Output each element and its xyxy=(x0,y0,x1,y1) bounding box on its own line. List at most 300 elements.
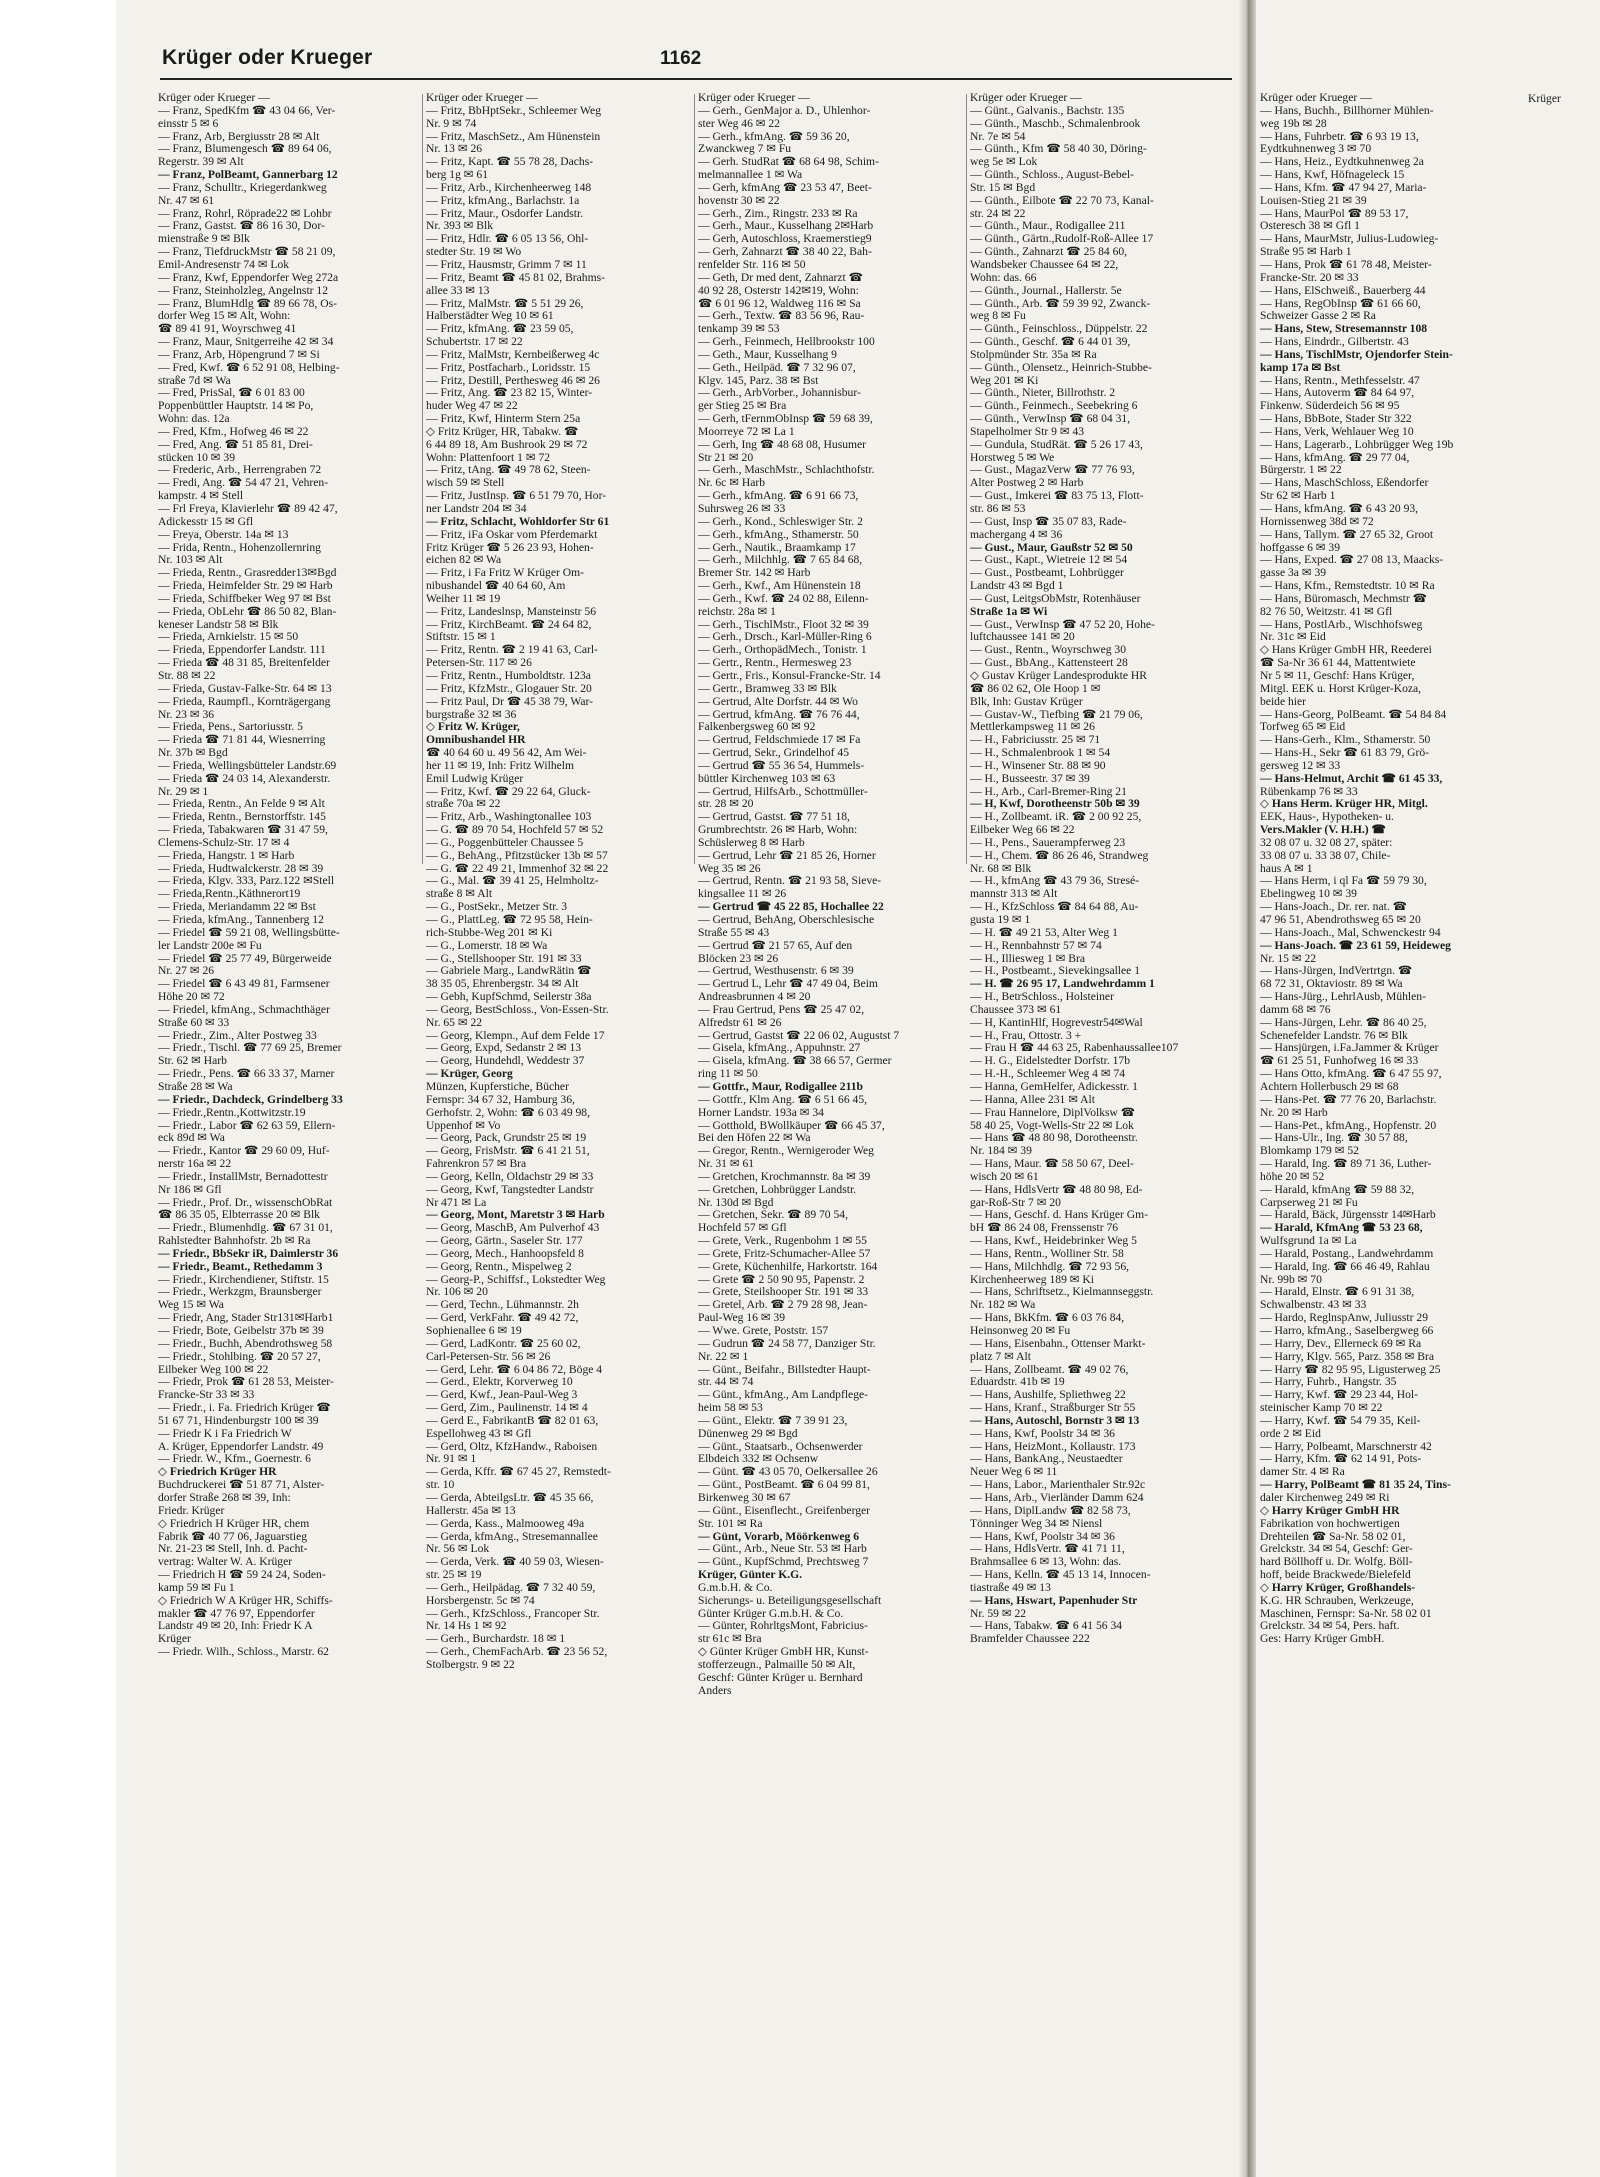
directory-entry: — Gerda, Kass., Malmooweg 49a xyxy=(426,1517,585,1530)
directory-entry: — Georg, MaschB, Am Pulverhof 43 xyxy=(426,1222,600,1235)
page-header xyxy=(160,44,1232,80)
directory-entry: — Frau Gertrud, Pens ☎ 25 47 02, xyxy=(698,1003,865,1016)
directory-entry: — Günth., Olensetz., Heinrich-Stubbe- xyxy=(970,361,1152,374)
directory-entry: keneser Landstr 58 ✉ Blk xyxy=(158,618,279,631)
directory-entry: — Hans, Eindrdr., Gilbertstr. 43 xyxy=(1260,336,1409,349)
directory-entry: kampstr. 4 ✉ Stell xyxy=(158,490,244,503)
column-divider xyxy=(966,94,967,864)
directory-entry: — Gertrud, Gastst ☎ 22 06 02, Augustst 7 xyxy=(698,1029,900,1042)
directory-entry: — Günt., Galvanis., Bachstr. 135 xyxy=(970,104,1125,117)
directory-entry: — H., Arb., Carl-Bremer-Ring 21 xyxy=(970,785,1127,798)
directory-column-4 xyxy=(970,92,1232,1646)
directory-entry: — Friedr., Tischl. ☎ 77 69 25, Bremer xyxy=(158,1042,342,1055)
directory-entry: Nr 5 ✉ 11, Geschf: Hans Krüger, xyxy=(1260,669,1415,682)
directory-entry: — Franz, Arb, Bergiusstr 28 ✉ Alt xyxy=(158,130,320,143)
directory-entry: — Hans, Buchh., Billhorner Mühlen- xyxy=(1260,104,1434,117)
directory-entry: — Hans Otto, kfmAng. ☎ 6 47 55 97, xyxy=(1260,1068,1442,1081)
directory-entry: 68 72 31, Oktaviostr. 89 ✉ Wa xyxy=(1260,978,1403,991)
directory-entry: ner Landstr 204 ✉ 34 xyxy=(426,503,527,515)
directory-entry: — Franz, Kwf, Eppendorfer Weg 272a xyxy=(158,271,339,284)
directory-entry: — Gerda, Kffr. ☎ 67 45 27, Remstedt- xyxy=(426,1466,611,1479)
directory-entry: vertrag: Walter W. A. Krüger xyxy=(158,1556,293,1569)
directory-entry: hovenstr 30 ✉ 22 xyxy=(698,194,780,207)
directory-entry: — Fritz, Arb., Washingtonallee 103 xyxy=(426,811,592,824)
directory-entry: Wohn: das. 66 xyxy=(970,271,1037,284)
directory-entry: — Günth., Nieter, Billrothstr. 2 xyxy=(970,387,1116,400)
directory-entry: — Hans, BkKfm. ☎ 6 03 76 84, xyxy=(970,1312,1125,1325)
directory-entry: ◇ Harry Krüger GmbH HR xyxy=(1260,1504,1400,1517)
directory-entry: — Hans, Eisenbahn., Ottenser Markt- xyxy=(970,1337,1146,1350)
directory-entry: — Hans-Georg, PolBeamt. ☎ 54 84 84 xyxy=(1260,708,1447,721)
directory-entry: — Hans, Labor., Marienthaler Str.92c xyxy=(970,1479,1146,1492)
directory-entry: Geschf: Günter Krüger u. Bernhard xyxy=(698,1671,863,1684)
directory-entry: kamp 59 ✉ Fu 1 xyxy=(158,1581,235,1594)
directory-entry: — Hans, Autoschl, Bornstr 3 ✉ 13 xyxy=(970,1414,1140,1427)
directory-entry: — Fritz, MaschSetz., Am Hünenstein xyxy=(426,130,601,143)
directory-entry: — Gottfr., Klm Ang. ☎ 6 51 66 45, xyxy=(698,1093,868,1106)
directory-entry: — Hans-Joach. ☎ 23 61 59, Heideweg xyxy=(1260,939,1451,952)
directory-entry: Carpserweg 21 ✉ Fu xyxy=(1260,1196,1358,1209)
page-number: 1162 xyxy=(660,48,702,69)
directory-entry: — Georg-P., Schiffsf., Lokstedter Weg xyxy=(426,1273,606,1286)
directory-entry: — Gust., VerwInsp ☎ 47 52 20, Hohe- xyxy=(970,618,1155,631)
directory-entry: — Friedr.,Rentn.,Kottwitzstr.19 xyxy=(158,1106,306,1119)
directory-entry: — Franz, Steinholzleg, Angelnstr 12 xyxy=(158,284,329,297)
directory-entry: — Hans, BbBote, Stader Str 322 xyxy=(1260,413,1412,426)
directory-entry: — Hans-Helmut, Archit ☎ 61 45 33, xyxy=(1260,772,1443,785)
directory-entry: — Frieda, Klgv. 333, Parz.122 ✉Stell xyxy=(158,875,335,888)
directory-entry: Nr. 27 ✉ 26 xyxy=(158,965,215,978)
directory-entry: ◇ Hans Krüger GmbH HR, Reederei xyxy=(1260,644,1432,657)
directory-entry: dorfer Weg 15 ✉ Alt, Wohn: xyxy=(158,310,291,323)
directory-entry: — G., PlattLeg. ☎ 72 95 58, Hein- xyxy=(426,914,593,926)
directory-entry: — Günt., Staatsarb., Ochsenwerder xyxy=(698,1440,863,1453)
directory-entry: — Harry, Kfm. ☎ 62 14 91, Pots- xyxy=(1260,1453,1422,1466)
directory-entry: — Hans-H., Sekr ☎ 61 83 79, Grö- xyxy=(1260,747,1430,760)
directory-entry: — Georg, Mech., Hanhoopsfeld 8 xyxy=(426,1247,584,1260)
directory-entry: — Hans, Prok ☎ 61 78 48, Meister- xyxy=(1260,258,1432,271)
directory-entry: — Hans-Pet. ☎ 77 76 20, Barlachstr. xyxy=(1260,1093,1437,1106)
directory-entry: bH ☎ 86 24 08, Frenssenstr 76 xyxy=(970,1222,1119,1235)
directory-entry: — Gretchen, Lohbrügger Landstr. xyxy=(698,1183,857,1196)
directory-entry: — Harro, kfmAng., Saselbergweg 66 xyxy=(1260,1325,1434,1337)
directory-entry: — Hans, Büromasch, Mechmstr ☎ xyxy=(1260,592,1428,605)
directory-entry: — Gust., MagazVerw ☎ 77 76 93, xyxy=(970,464,1135,477)
directory-entry: Alter Postweg 2 ✉ Harb xyxy=(970,477,1084,490)
directory-entry: — Fritz, BbHptSekr., Schleemer Weg xyxy=(426,104,601,117)
directory-entry: — Harald, Elnstr. ☎ 6 91 31 38, xyxy=(1260,1286,1415,1299)
directory-entry: damer Str. 4 ✉ Ra xyxy=(1260,1466,1345,1479)
directory-entry: — Grete, Küchenhilfe, Harkortstr. 164 xyxy=(698,1260,878,1273)
directory-entry: — Gerh., GenMajor a. D., Uhlenhor- xyxy=(698,104,871,117)
directory-entry: — Gerh., TischlMstr., Floot 32 ✉ 39 xyxy=(698,618,869,631)
directory-entry: Wohn: das. 12a xyxy=(158,413,230,426)
directory-entry: Nr. 21-23 ✉ Stell, Inh. d. Pacht- xyxy=(158,1543,308,1556)
directory-entry: Regerstr. 39 ✉ Alt xyxy=(158,156,244,169)
directory-entry: — Gertrud, BehAng, Oberschlesische xyxy=(698,914,875,926)
directory-entry: — Gotthold, BWollkäuper ☎ 66 45 37, xyxy=(698,1119,885,1132)
directory-entry: — H., Pens., Sauerampferweg 23 xyxy=(970,836,1126,849)
directory-entry: — Günth., Zahnarzt ☎ 25 84 60, xyxy=(970,246,1128,259)
directory-entry: — Gerh., Kwf., Am Hünenstein 18 xyxy=(698,580,861,593)
directory-entry: — Friedel ☎ 59 21 08, Wellingsbütte- xyxy=(158,926,340,939)
directory-entry: — Hans, TischlMstr, Ojendorfer Stein- xyxy=(1260,348,1453,361)
directory-entry: mienstraße 9 ✉ Blk xyxy=(158,233,250,246)
directory-entry: Mitgl. EEK u. Horst Krüger-Koza, xyxy=(1260,682,1422,695)
directory-entry: — Gertrud ☎ 55 36 54, Hummels- xyxy=(698,759,865,772)
directory-entry: — Günth., Maur., Rodigallee 211 xyxy=(970,220,1126,233)
directory-entry: Krüger, Günter K.G. xyxy=(698,1569,803,1582)
directory-entry: Friedr. Krüger xyxy=(158,1504,225,1517)
directory-entry: Fernspr: 34 67 32, Hamburg 36, xyxy=(426,1093,575,1106)
directory-entry: Heinsonweg 20 ✉ Fu xyxy=(970,1325,1071,1337)
directory-entry: Str. 62 ✉ Harb xyxy=(158,1055,227,1068)
directory-entry: — Fritz, Hdlr. ☎ 6 05 13 56, Ohl- xyxy=(426,233,589,246)
directory-entry: — Gerd, Zim., Paulinenstr. 14 ✉ 4 xyxy=(426,1402,588,1415)
directory-entry: Münzen, Kupferstiche, Bücher xyxy=(426,1080,569,1093)
directory-entry: Bürgerstr. 1 ✉ 22 xyxy=(1260,464,1342,477)
directory-entry: Klgv. 145, Parz. 38 ✉ Bst xyxy=(698,374,819,387)
directory-entry: — Hans, Kranf., Straßburger Str 55 xyxy=(970,1402,1136,1415)
directory-entry: — Gisela, kfmAng. ☎ 38 66 57, Germer xyxy=(698,1055,892,1068)
directory-entry: weg 8 ✉ Fu xyxy=(970,310,1026,323)
directory-entry: — Friedr., Pens. ☎ 66 33 37, Marner xyxy=(158,1068,335,1081)
directory-entry: Nr. 22 ✉ 1 xyxy=(698,1350,749,1363)
directory-entry: — Fred, Kwf. ☎ 6 52 91 08, Helbing- xyxy=(158,361,340,374)
directory-entry: — Friedrich H ☎ 59 24 24, Soden- xyxy=(158,1569,326,1582)
directory-entry: melmannallee 1 ✉ Wa xyxy=(698,169,803,182)
directory-entry: allee 33 ✉ 13 xyxy=(426,284,490,297)
directory-entry: Schenefelder Landstr. 76 ✉ Blk xyxy=(1260,1029,1408,1042)
directory-entry: ☎ 86 02 62, Ole Hoop 1 ✉ xyxy=(970,682,1101,695)
directory-entry: — Günt., kfmAng., Am Landpflege- xyxy=(698,1389,869,1402)
directory-entry: — Hans, Schriftsetz., Kielmannseggstr. xyxy=(970,1286,1154,1299)
directory-entry: Francke-Str 33 ✉ 33 xyxy=(158,1389,255,1402)
directory-entry: Wohn: Plattenfoort 1 ✉ 72 xyxy=(426,451,551,464)
directory-entry: Nr. 56 ✉ Lok xyxy=(426,1543,490,1556)
directory-entry: Straße 95 ✉ Harb 1 xyxy=(1260,246,1352,259)
directory-entry: Uppenhof ✉ Vo xyxy=(426,1119,501,1132)
directory-entry: — Hans, PostlArb., Wischhofsweg xyxy=(1260,618,1423,631)
directory-entry: — Georg, Klempn., Auf dem Felde 17 xyxy=(426,1029,605,1042)
directory-entry: — Friedr., BbSekr iR, Daimlerstr 36 xyxy=(158,1247,339,1260)
directory-entry: — Fritz, Schlacht, Wohldorfer Str 61 xyxy=(426,515,610,528)
directory-entry: Str. 15 ✉ Bgd xyxy=(970,181,1036,194)
directory-entry: haus A ✉ 1 xyxy=(1260,862,1313,875)
directory-entry: Schubertstr. 17 ✉ 22 xyxy=(426,336,523,349)
directory-entry: Louisen-Stieg 21 ✉ 39 xyxy=(1260,194,1367,207)
directory-entry: wisch 59 ✉ Stell xyxy=(426,477,505,490)
directory-entry: — Hans, Lagerarb., Lohbrügger Weg 19b xyxy=(1260,438,1454,451)
directory-entry: Drehteilen ☎ Sa-Nr. 58 02 01, xyxy=(1260,1530,1406,1543)
directory-entry: — Gertr., Fris., Konsul-Francke-Str. 14 xyxy=(698,669,881,682)
directory-entry: — H.-H., Schleemer Weg 4 ✉ 74 xyxy=(970,1068,1126,1081)
directory-entry: — Harald, Postang., Landwehrdamm xyxy=(1260,1247,1434,1260)
directory-entry: hard Böllhoff u. Dr. Wolfg. Böll- xyxy=(1260,1556,1413,1569)
directory-entry: Schwalbenstr. 43 ✉ 33 xyxy=(1260,1299,1367,1312)
directory-entry: tenkamp 39 ✉ 53 xyxy=(698,323,780,336)
directory-entry: — Gust., Rentn., Woyrschweg 30 xyxy=(970,644,1126,657)
directory-entry: Falkenbergsweg 60 ✉ 92 xyxy=(698,721,816,734)
directory-entry: — Hans ☎ 48 80 98, Dorotheenstr. xyxy=(970,1132,1138,1145)
directory-entry: — Fred, Kfm., Hofweg 46 ✉ 22 xyxy=(158,425,309,438)
directory-entry: — Hans, DiplLandw ☎ 82 58 73, xyxy=(970,1504,1131,1517)
directory-entry: — Fritz, Hausmstr, Grimm 7 ✉ 11 xyxy=(426,258,587,271)
directory-entry: Straße 28 ✉ Wa xyxy=(158,1080,233,1093)
directory-entry: str. 10 xyxy=(426,1479,455,1492)
directory-entry: Blöcken 23 ✉ 26 xyxy=(698,952,779,965)
directory-entry: — H., Postbeamt., Sievekingsallee 1 xyxy=(970,965,1141,978)
directory-entry: — Hanna, Allee 231 ✉ Alt xyxy=(970,1093,1095,1106)
running-head: Krüger oder Krueger xyxy=(162,46,373,69)
directory-entry: — Günt., Elektr. ☎ 7 39 91 23, xyxy=(698,1414,848,1427)
directory-entry: Petersen-Str. 117 ✉ 26 xyxy=(426,657,532,670)
directory-entry: ☎ Sa-Nr 36 61 44, Mattentwiete xyxy=(1260,657,1416,670)
directory-entry: — Gerda, kfmAng., Stresemannallee xyxy=(426,1530,598,1543)
directory-entry: Grumbrechtstr. 26 ✉ Harb, Wohn: xyxy=(698,824,858,837)
directory-entry: — Fritz, Destill, Perthesweg 46 ✉ 26 xyxy=(426,374,600,387)
directory-entry: — Frieda, Schiffbeker Weg 97 ✉ Bst xyxy=(158,592,331,605)
directory-entry: — Gertrud, HilfsArb., Schottmüller- xyxy=(698,785,868,798)
directory-entry: — Gundula, StudRät. ☎ 5 26 17 43, xyxy=(970,438,1143,451)
directory-entry: Horsbergenstr. 5c ✉ 74 xyxy=(426,1594,535,1607)
directory-entry: — Frieda, kfmAng., Tannenberg 12 xyxy=(158,914,324,926)
directory-entry: — Hans-Joach., Dr. rer. nat. ☎ xyxy=(1260,901,1408,914)
directory-entry: — Hans, HdlsVertr ☎ 48 80 98, Ed- xyxy=(970,1183,1143,1196)
directory-entry: — Fritz, Kwf, Hinterm Stern 25a xyxy=(426,413,581,426)
directory-entry: — Gabriele Marg., LandwRätin ☎ xyxy=(426,965,592,978)
directory-entry: Andreasbrunnen 4 ✉ 20 xyxy=(698,991,811,1004)
directory-entry: — Friedr., Blumenhdlg. ☎ 67 31 01, xyxy=(158,1222,333,1235)
directory-entry: Emil Ludwig Krüger xyxy=(426,772,524,785)
directory-entry: — Hans, Kwf, Höfnageleck 15 xyxy=(1260,169,1405,182)
directory-entry: — Hans Herm, i ql Fa ☎ 59 79 30, xyxy=(1260,875,1427,888)
directory-entry: Nr. 59 ✉ 22 xyxy=(970,1607,1027,1620)
directory-entry: — Gerda, Verk. ☎ 40 59 03, Wiesen- xyxy=(426,1556,604,1569)
directory-entry: nerstr 16a ✉ 22 xyxy=(158,1158,232,1171)
directory-entry: — Hans, Heiz., Eydtkuhnenweg 2a xyxy=(1260,156,1424,169)
directory-entry: — H., kfmAng ☎ 43 79 36, Stresé- xyxy=(970,875,1140,888)
directory-entry: 33 08 07 u. 33 38 07, Chile- xyxy=(1260,849,1391,862)
directory-entry: — Hans-Jürgen, Lehr. ☎ 86 40 25, xyxy=(1260,1016,1427,1029)
column-heading: Krüger oder Krueger — xyxy=(698,92,810,104)
directory-entry: — Fritz, Postfacharb., Loridsstr. 15 xyxy=(426,361,591,374)
directory-entry: 6 44 89 18, Am Bushrook 29 ✉ 72 xyxy=(426,438,588,451)
directory-entry: — H., Illiesweg 1 ✉ Bra xyxy=(970,952,1086,965)
directory-entry: — Hans, Kwf, Poolstr 34 ✉ 36 xyxy=(970,1427,1115,1440)
directory-entry: — Harald, kfmAng ☎ 59 88 32, xyxy=(1260,1183,1415,1196)
directory-entry: — Hans, Kfm. ☎ 47 94 27, Maria- xyxy=(1260,181,1427,194)
directory-entry: stücken 10 ✉ 39 xyxy=(158,451,236,464)
directory-entry: — G., PostSekr., Metzer Str. 3 xyxy=(426,901,568,914)
directory-entry: — G., BehAng., Pfitzstücker 13b ✉ 57 xyxy=(426,849,608,862)
directory-entry: — Hans, Zollbeamt. ☎ 49 02 76, xyxy=(970,1363,1129,1376)
directory-entry: — Hans, Hswart, Papenhuder Str xyxy=(970,1594,1138,1607)
directory-entry: — Franz, BlumHdlg ☎ 89 66 78, Os- xyxy=(158,297,338,310)
directory-entry: Nr. 99b ✉ 70 xyxy=(1260,1273,1322,1286)
directory-entry: — H., Zollbeamt. iR. ☎ 2 00 92 25, xyxy=(970,811,1142,824)
directory-entry: — G., Stellshooper Str. 191 ✉ 33 xyxy=(426,952,582,965)
directory-entry: — Hans-Joach., Mal, Schwenckestr 94 xyxy=(1260,926,1441,939)
directory-entry: Stapelholmer Str 9 ✉ 43 xyxy=(970,425,1085,438)
directory-entry: Nr. 47 ✉ 61 xyxy=(158,194,215,207)
directory-entry: — Hans, Aushilfe, Spliethweg 22 xyxy=(970,1389,1126,1402)
directory-entry: — Grete ☎ 2 50 90 95, Papenstr. 2 xyxy=(698,1273,865,1286)
directory-entry: — Hans, kfmAng. ☎ 6 43 20 93, xyxy=(1260,503,1419,515)
directory-entry: — Franz, SpedKfm ☎ 43 04 66, Ver- xyxy=(158,104,336,117)
directory-entry: Landstr 43 ✉ Bgd 1 xyxy=(970,580,1064,593)
directory-entry: dorfer Straße 268 ✉ 39, Inh: xyxy=(158,1491,291,1504)
directory-entry: Nr. 130d ✉ Bgd xyxy=(698,1196,774,1209)
directory-entry: renfelder Str. 116 ✉ 50 xyxy=(698,258,806,271)
directory-entry: — Fritz, Rentn. ☎ 2 19 41 63, Carl- xyxy=(426,644,598,657)
directory-entry: — Grete, Verk., Rugenbohm 1 ✉ 55 xyxy=(698,1235,867,1248)
directory-entry: — Gertr., Rentn., Hermesweg 23 xyxy=(698,657,852,670)
directory-entry: Brahmsallee 6 ✉ 13, Wohn: das. xyxy=(970,1556,1122,1569)
directory-entry: EEK, Haus-, Hypotheken- u. xyxy=(1260,811,1394,824)
directory-entry: — Frau H ☎ 44 63 25, Rabenhaussallee107 xyxy=(970,1042,1179,1055)
directory-entry: — G., Mal. ☎ 39 41 25, Helmholtz- xyxy=(426,875,599,888)
directory-entry: — Gerh, Ing ☎ 48 68 08, Husumer xyxy=(698,438,867,451)
directory-entry: — Gerh., kfmAng., Sthamerstr. 50 xyxy=(698,528,859,541)
directory-entry: — Günth., Maschb., Schmalenbrook xyxy=(970,117,1141,130)
directory-entry: — Günter, RohrltgsMont, Fabricius- xyxy=(698,1620,868,1633)
directory-entry: Günter Krüger G.m.b.H. & Co. xyxy=(698,1607,844,1620)
directory-entry: Weg 201 ✉ Ki xyxy=(970,374,1039,387)
directory-entry: — Frieda, Rentn., An Felde 9 ✉ Alt xyxy=(158,798,325,811)
directory-entry: ☎ 61 25 51, Funhofweg 16 ✉ 33 xyxy=(1260,1055,1419,1068)
column-divider xyxy=(694,94,695,864)
directory-entry: Nr. 31 ✉ 61 xyxy=(698,1158,755,1171)
directory-entry: — Gerh., ChemFachArb. ☎ 23 56 52, xyxy=(426,1646,608,1659)
directory-entry: — Hans, Autoverm ☎ 84 64 97, xyxy=(1260,387,1415,400)
directory-entry: — Hans-Pet., kfmAng., Hopfenstr. 20 xyxy=(1260,1119,1437,1132)
directory-entry: — Gerh., OrthopädMech., Tonistr. 1 xyxy=(698,644,867,657)
directory-entry: eichen 82 ✉ Wa xyxy=(426,554,502,567)
directory-entry: Fabrikation von hochwertigen xyxy=(1260,1517,1400,1530)
directory-entry: — Hans, Kwf., Heidebrinker Weg 5 xyxy=(970,1235,1137,1248)
directory-entry: — Gust., Imkerei ☎ 83 75 13, Flott- xyxy=(970,490,1144,503)
directory-entry: Mettlerkampsweg 11 ✉ 26 xyxy=(970,721,1095,734)
directory-entry: — Friedel, kfmAng., Schmachthäger xyxy=(158,1003,330,1016)
directory-entry: — Gerh, Zahnarzt ☎ 38 40 22, Bah- xyxy=(698,246,872,259)
directory-entry: Nr. 393 ✉ Blk xyxy=(426,220,494,233)
directory-entry: — Gertrud ☎ 45 22 85, Hochallee 22 xyxy=(698,901,884,914)
directory-entry: — Grete, Fritz-Schumacher-Allee 57 xyxy=(698,1247,871,1260)
directory-entry: — Fritz, Landeslnsp, Mansteinstr 56 xyxy=(426,605,597,618)
directory-entry: Elbdeich 332 ✉ Ochsenw xyxy=(698,1453,819,1466)
directory-entry: — Friedel ☎ 25 77 49, Bürgerweide xyxy=(158,952,332,965)
directory-entry: — Gertrud, Rentn. ☎ 21 93 58, Sieve- xyxy=(698,875,882,888)
directory-entry: wisch 20 ✉ 61 xyxy=(970,1170,1039,1183)
directory-entry: — Georg, Rentn., Mispelweg 2 xyxy=(426,1260,572,1273)
directory-entry: — Georg, Hundehdl, Weddestr 37 xyxy=(426,1055,585,1068)
directory-entry: — Gerh., Maur., Kusselhang 2✉Harb xyxy=(698,220,874,233)
directory-entry: — Hans, Fuhrbetr. ☎ 6 93 19 13, xyxy=(1260,130,1419,143)
directory-entry: Straße 1a ✉ Wi xyxy=(970,605,1048,618)
directory-entry: — Hans, Kwf, Poolstr 34 ✉ 36 xyxy=(970,1530,1115,1543)
directory-entry: — Gertrud, Lehr ☎ 21 85 26, Horner xyxy=(698,849,876,862)
directory-entry: damm 68 ✉ 76 xyxy=(1260,1003,1331,1016)
directory-entry: ◇ Fritz Krüger, HR, Tabakw. ☎ xyxy=(426,425,579,438)
directory-entry: — Hanna, GemHelfer, Adickesstr. 1 xyxy=(970,1080,1138,1093)
directory-entry: — Hans, Milchhdlg. ☎ 72 93 56, xyxy=(970,1260,1130,1273)
directory-column-5 xyxy=(1260,92,1522,1646)
directory-entry: — Gerh., Kond., Schleswiger Str. 2 xyxy=(698,515,863,528)
directory-entry: — Gerd, Techn., Lühmannstr. 2h xyxy=(426,1299,579,1312)
directory-entry: Nr. 182 ✉ Wa xyxy=(970,1299,1036,1312)
directory-entry: Neuer Weg 6 ✉ 11 xyxy=(970,1466,1058,1479)
directory-entry: Ebelingweg 10 ✉ 39 xyxy=(1260,888,1357,901)
directory-entry: Wulfsgrund 1a ✉ La xyxy=(1260,1235,1357,1248)
directory-entry: — Hans-Jürgen, IndVertrtgn. ☎ xyxy=(1260,965,1413,978)
directory-entry: — Frieda, Gustav-Falke-Str. 64 ✉ 13 xyxy=(158,682,332,695)
directory-entry: — Gerd, Kwf., Jean-Paul-Weg 3 xyxy=(426,1389,578,1402)
directory-entry: — Hans, Tabakw. ☎ 6 41 56 34 xyxy=(970,1620,1123,1633)
directory-entry: — Gerh., kfmAng. ☎ 6 91 66 73, xyxy=(698,490,859,503)
directory-entry: — Fritz, JustInsp. ☎ 6 51 79 70, Hor- xyxy=(426,490,607,503)
directory-entry: ☎ 86 35 05, Elbterrasse 20 ✉ Blk xyxy=(158,1209,320,1222)
directory-entry: Nr. 6c ✉ Harb xyxy=(698,477,766,490)
directory-entry: Schweizer Gasse 2 ✉ Ra xyxy=(1260,310,1376,323)
directory-entry: Nr. 65 ✉ 22 xyxy=(426,1016,483,1029)
directory-entry: — Friedr., Dachdeck, Grindelberg 33 xyxy=(158,1093,343,1106)
directory-entry: — Georg, Kelln, Oldachstr 29 ✉ 33 xyxy=(426,1170,594,1183)
directory-entry: — Hans, Rentn., Methfesselstr. 47 xyxy=(1260,374,1420,387)
directory-entry: — H., BetrSchloss., Holsteiner xyxy=(970,991,1114,1004)
directory-entry: — Franz, Schulltr., Kriegerdankweg xyxy=(158,181,327,194)
directory-entry: — Gerh., KfzSchloss., Francoper Str. xyxy=(426,1607,600,1620)
directory-entry: — Friedr., Kantor ☎ 29 60 09, Huf- xyxy=(158,1145,330,1158)
directory-entry: Hornissenweg 38d ✉ 72 xyxy=(1260,515,1374,528)
directory-entry: — Hans-Gerh., Klm., Sthamerstr. 50 xyxy=(1260,734,1431,747)
directory-entry: — Hardo, ReglnspAnw, Juliusstr 29 xyxy=(1260,1312,1428,1325)
directory-entry: weg 19b ✉ 28 xyxy=(1260,117,1327,130)
directory-entry: Blk, Inh: Gustav Krüger xyxy=(970,695,1083,708)
directory-entry: ◇ Gustav Krüger Landesprodukte HR xyxy=(970,669,1147,682)
directory-entry: gusta 19 ✉ 1 xyxy=(970,914,1031,926)
directory-entry: — H, Kwf, Dorotheenstr 50b ✉ 39 xyxy=(970,798,1140,811)
directory-entry: — Gerh., kfmAng. ☎ 59 36 20, xyxy=(698,130,850,143)
directory-entry: Maschinen, Fernspr: Sa-Nr. 58 02 01 xyxy=(1260,1607,1432,1620)
directory-entry: ☎ 6 01 96 12, Waldweg 116 ✉ Sa xyxy=(698,297,861,310)
directory-entry: — Frieda ☎ 24 03 14, Alexanderstr. xyxy=(158,772,331,785)
directory-entry: — Fritz, kfmAng. ☎ 23 59 05, xyxy=(426,323,574,336)
directory-entry: Stiftstr. 15 ✉ 1 xyxy=(426,631,496,644)
directory-entry: — Hansjürgen, i.Fa.Jammer & Krüger xyxy=(1260,1042,1439,1055)
directory-entry: 58 40 25, Vogt-Wells-Str 22 ✉ Lok xyxy=(970,1119,1134,1132)
directory-entry: — H., Rennbahnstr 57 ✉ 74 xyxy=(970,939,1102,952)
directory-entry: Francke-Str. 20 ✉ 33 xyxy=(1260,271,1359,284)
directory-entry: — Friedr., Labor ☎ 62 63 59, Ellern- xyxy=(158,1119,336,1132)
directory-entry: — Frederic, Arb., Herrengraben 72 xyxy=(158,464,322,477)
directory-entry: G.m.b.H. & Co. xyxy=(698,1581,773,1594)
directory-entry: — Harry ☎ 82 95 95, Ligusterweg 25 xyxy=(1260,1363,1441,1376)
directory-entry: Sophienallee 6 ✉ 19 xyxy=(426,1325,522,1337)
directory-entry: — Günt. ☎ 43 05 70, Oelkersallee 26 xyxy=(698,1466,878,1479)
directory-entry: — Gerh, Autoschloss, Kraemerstieg9 xyxy=(698,233,872,246)
directory-entry: — Günt., Beifahr., Billstedter Haupt- xyxy=(698,1363,871,1376)
directory-entry: — Hans-Ulr., Ing. ☎ 30 57 88, xyxy=(1260,1132,1408,1145)
directory-entry: Nr. 68 ✉ Blk xyxy=(970,862,1032,875)
directory-entry: — Gerh, kfmAng ☎ 23 53 47, Beet- xyxy=(698,181,872,194)
directory-entry: weg 5e ✉ Lok xyxy=(970,156,1038,169)
directory-entry: — Fredi, Ang. ☎ 54 47 21, Vehren- xyxy=(158,477,329,490)
directory-entry: — Harald, Bäck, Jürgensstr 14✉Harb xyxy=(1260,1209,1436,1222)
directory-entry: — Harry, Klgv. 565, Parz. 358 ✉ Bra xyxy=(1260,1350,1435,1363)
directory-entry: Landstr 49 ✉ 20, Inh: Friedr K A xyxy=(158,1620,313,1633)
directory-entry: Weg 35 ✉ 26 xyxy=(698,862,761,875)
